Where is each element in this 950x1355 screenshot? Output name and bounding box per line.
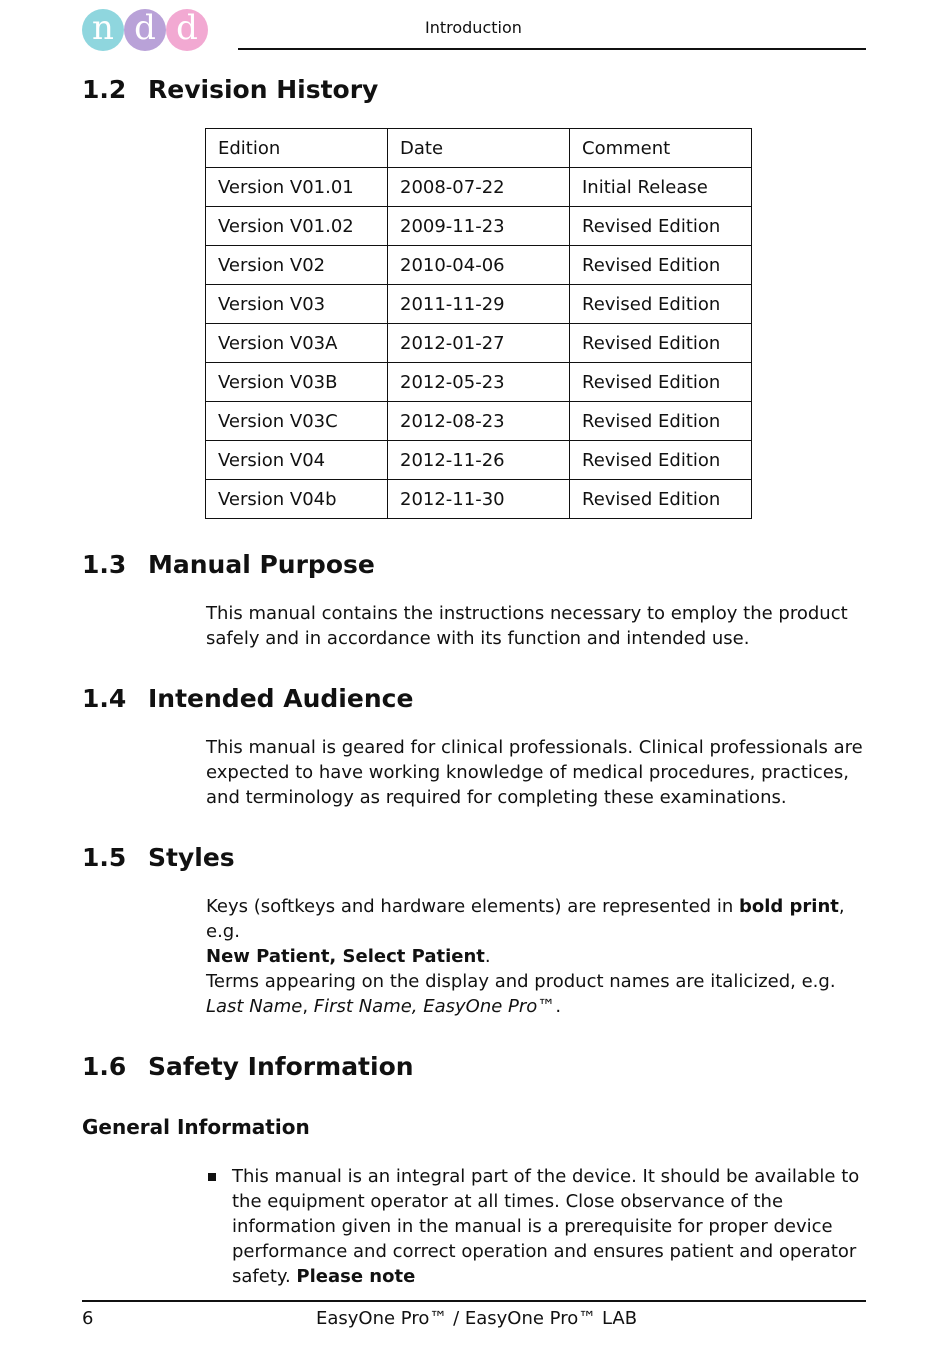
table-cell: 2012-05-23 (388, 363, 570, 402)
section-heading-styles (82, 843, 235, 872)
footer-product-name: EasyOne Pro™ / EasyOne Pro™ LAB (316, 1308, 638, 1329)
safety-bullet-text (232, 1164, 866, 1289)
text-run: . (555, 996, 562, 1017)
subheading-general-information: General Information (82, 1115, 310, 1139)
table-row (206, 363, 752, 402)
table-cell: 2009-11-23 (388, 207, 570, 246)
bold-run: New Patient, Select Patient (206, 946, 485, 967)
intended-audience-text: This manual is geared for clinical professionals. Clinical professionals are expected to have working knowledge of medical procedures, practices, and terminology as required for completing these examinations. (206, 737, 863, 808)
table-cell: Revised Edition (570, 324, 752, 363)
table-row (206, 285, 752, 324)
table-cell: Version V03 (206, 285, 388, 324)
bold-run: Please note (296, 1266, 416, 1287)
header-rule (238, 48, 866, 50)
manual-purpose-text: This manual contains the instructions necessary to employ the product safely and in accordance with its function and intended use. (206, 603, 848, 649)
text-run: This manual is an integral part of the device. It should be available to the equipment operator at all times. Close observance of the information given in the manual is a prerequisite for proper device performance and correct operation and ensures patient and operator safety. (232, 1166, 860, 1287)
table-header-cell: Comment (570, 129, 752, 168)
table-row (206, 168, 752, 207)
table-cell: 2012-01-27 (388, 324, 570, 363)
table-header-cell: Date (388, 129, 570, 168)
section-heading-manual-purpose (82, 550, 375, 579)
text-run: , e.g. (206, 896, 845, 942)
section-title: Revision History (148, 75, 379, 104)
revision-table (205, 128, 752, 519)
table-header-cell: Edition (206, 129, 388, 168)
table-row (206, 324, 752, 363)
styles-paragraph-keys (206, 894, 866, 969)
table-cell: Version V01.01 (206, 168, 388, 207)
italic-run: Last Name (206, 996, 303, 1017)
table-cell: Version V02 (206, 246, 388, 285)
table-cell: Version V04b (206, 480, 388, 519)
table-header-row (206, 129, 752, 168)
text-run: . (484, 946, 491, 967)
table-cell: Revised Edition (570, 402, 752, 441)
table-cell: Version V03B (206, 363, 388, 402)
table-row (206, 480, 752, 519)
table-row (206, 441, 752, 480)
table-cell: Revised Edition (570, 480, 752, 519)
table-cell: 2012-08-23 (388, 402, 570, 441)
section-number: 1.5 (82, 843, 127, 872)
table-row (206, 246, 752, 285)
styles-paragraph-terms (206, 969, 866, 1019)
page-number: 6 (82, 1308, 94, 1329)
section-title: Styles (148, 843, 235, 872)
table-cell: 2011-11-29 (388, 285, 570, 324)
logo-letter-d: d (124, 9, 166, 51)
footer-rule (82, 1300, 866, 1302)
table-row (206, 402, 752, 441)
section-number: 1.4 (82, 684, 127, 713)
section-number: 1.3 (82, 550, 127, 579)
table-cell: Revised Edition (570, 246, 752, 285)
table-cell: Revised Edition (570, 363, 752, 402)
table-cell: 2010-04-06 (388, 246, 570, 285)
table-cell: Version V03A (206, 324, 388, 363)
table-cell: Revised Edition (570, 207, 752, 246)
table-cell: 2012-11-26 (388, 441, 570, 480)
section-heading-safety-information (82, 1052, 414, 1081)
table-cell: 2012-11-30 (388, 480, 570, 519)
logo-letter-d: d (166, 9, 208, 51)
bold-run: bold print (738, 896, 839, 917)
table-cell: Revised Edition (570, 441, 752, 480)
square-bullet-icon (208, 1173, 216, 1181)
table-cell: Initial Release (570, 168, 752, 207)
section-heading-intended-audience (82, 684, 413, 713)
table-cell: Version V01.02 (206, 207, 388, 246)
ndd-logo (82, 9, 210, 51)
text-run: Keys (softkeys and hardware elements) are represented in (206, 896, 739, 917)
table-row (206, 207, 752, 246)
text-run: , (302, 996, 314, 1017)
table-cell: Version V03C (206, 402, 388, 441)
section-title: Manual Purpose (148, 550, 375, 579)
table-cell: Revised Edition (570, 285, 752, 324)
text-run: Terms appearing on the display and product names are italicized, e.g. (206, 971, 836, 992)
table-cell: 2008-07-22 (388, 168, 570, 207)
styles-text (206, 894, 866, 1019)
section-heading-revision-history (82, 75, 378, 104)
italic-run: First Name, EasyOne Pro™ (313, 996, 556, 1017)
header-title: Introduction (425, 18, 522, 37)
logo-letter-n: n (82, 9, 124, 51)
section-title: Safety Information (148, 1052, 414, 1081)
table-cell: Version V04 (206, 441, 388, 480)
section-title: Intended Audience (148, 684, 414, 713)
section-number: 1.6 (82, 1052, 127, 1081)
section-number: 1.2 (82, 75, 127, 104)
